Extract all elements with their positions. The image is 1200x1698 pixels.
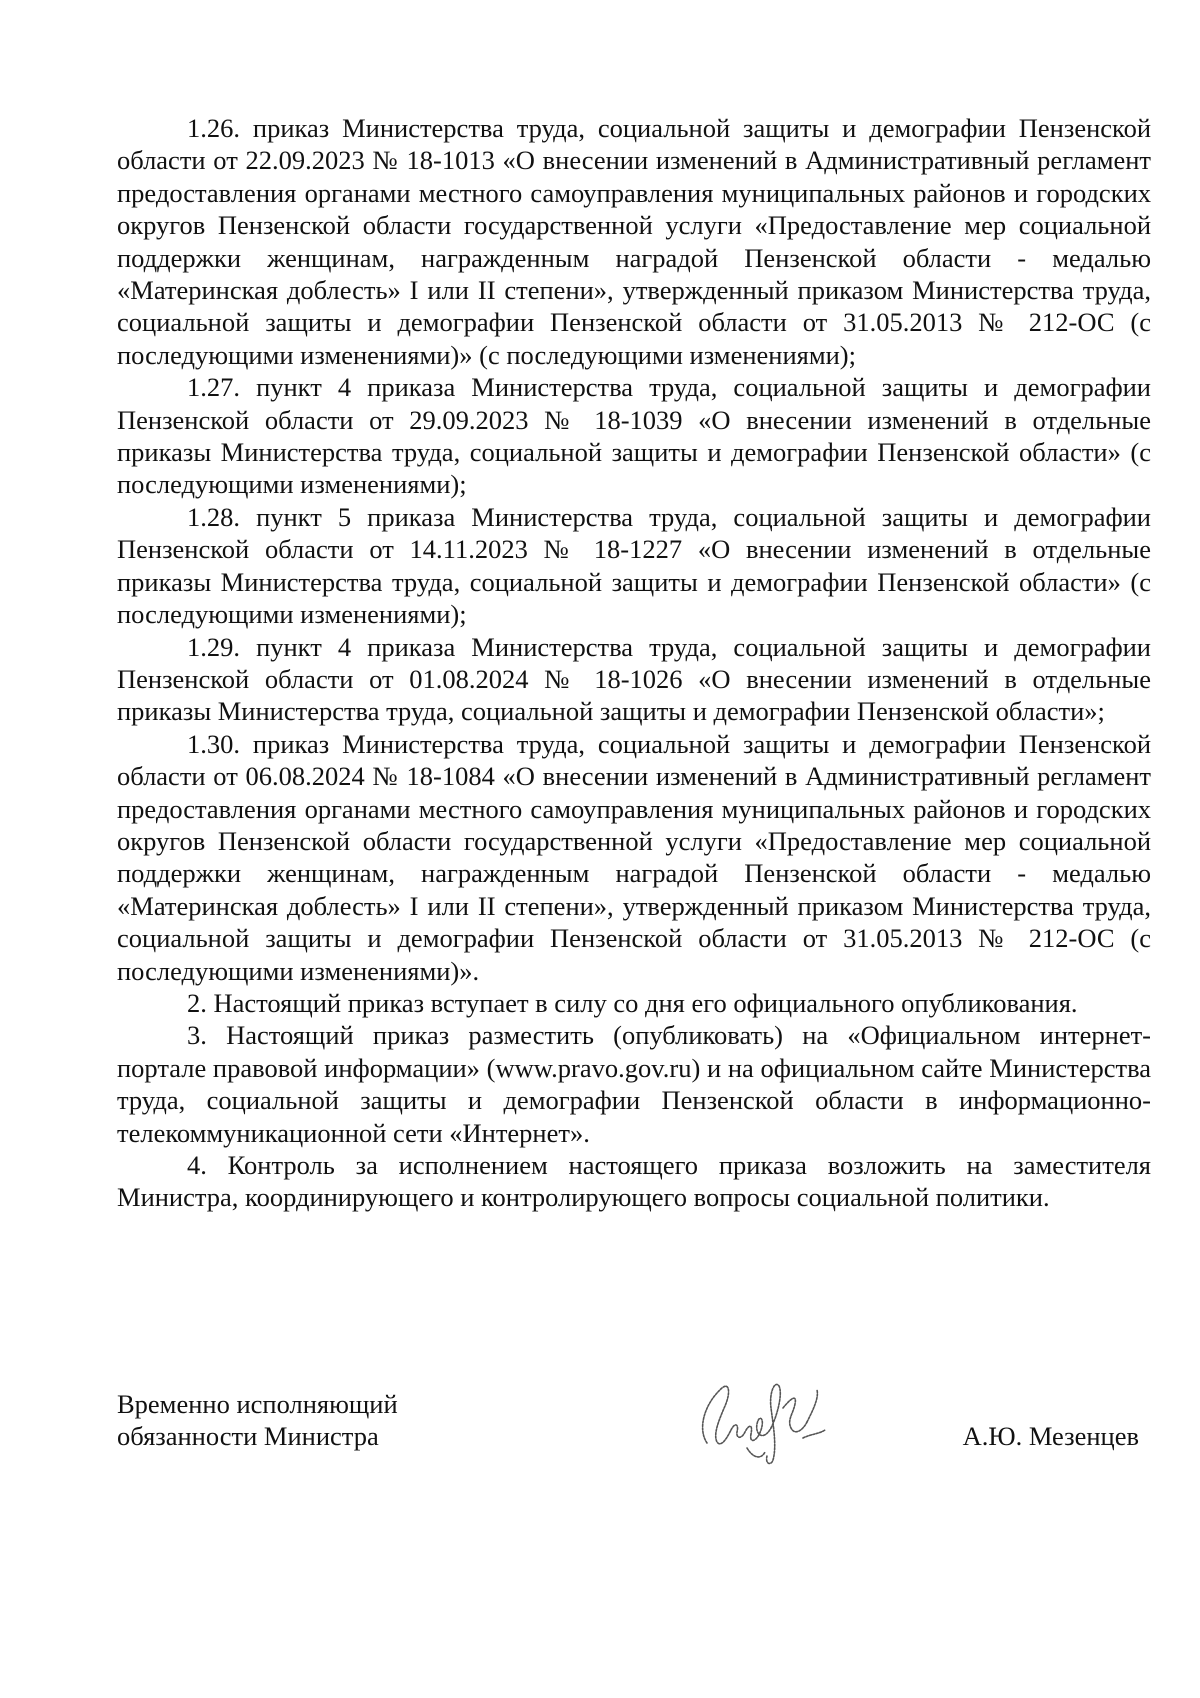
signatory-name: А.Ю. Мезенцев bbox=[962, 1421, 1139, 1451]
paragraph-1-26: 1.26. приказ Министерства труда, социальной защиты и демографии Пензенской области от 22.09.2023 № 18-1013 «О внесении изменений в Административный регламент предоставления органами местного самоуправления муниципальных районов и городских округов Пензенской области государственной услуги «Предоставление мер социальной поддержки женщинам, награжденным наградой Пензенской области - медалью «Материнская доблесть» I или II степени», утвержденный приказом Министерства труда, социальной защиты и демографии Пензенской области от 31.05.2013 № 212-ОС (с последующими изменениями)» (с последующими изменениями); bbox=[117, 113, 1151, 370]
document-body bbox=[117, 112, 1151, 1214]
paragraph-1-29: 1.29. пункт 4 приказа Министерства труда, социальной защиты и демографии Пензенской области от 01.08.2024 № 18-1026 «О внесении изменений в отдельные приказы Министерства труда, социальной защиты и демографии Пензенской области»; bbox=[117, 631, 1151, 727]
paragraph-1-28: 1.28. пункт 5 приказа Министерства труда, социальной защиты и демографии Пензенской области от 14.11.2023 № 18-1227 «О внесении изменений в отдельные приказы Министерства труда, социальной защиты и демографии Пензенской области» (с последующими изменениями); bbox=[117, 501, 1151, 630]
handwritten-signature-icon bbox=[687, 1368, 837, 1468]
paragraph-1-30: 1.30. приказ Министерства труда, социальной защиты и демографии Пензенской области от 06.08.2024 № 18-1084 «О внесении изменений в Административный регламент предоставления органами местного самоуправления муниципальных районов и городских округов Пензенской области государственной услуги «Предоставление мер социальной поддержки женщинам, награжденным наградой Пензенской области - медалью «Материнская доблесть» I или II степени», утвержденный приказом Министерства труда, социальной защиты и демографии Пензенской области от 31.05.2013 № 212-ОС (с последующими изменениями)». bbox=[117, 728, 1151, 986]
signatory-position bbox=[117, 1388, 398, 1453]
paragraph-3: 3. Настоящий приказ разместить (опубликовать) на «Официальном интернет-портале правовой информации» (www.pravo.gov.ru) и на официальном сайте Министерства труда, социальной защиты и демографии Пензенской области в информационно-телекоммуникационной сети «Интернет». bbox=[117, 1020, 1151, 1148]
signature-block bbox=[117, 1388, 1151, 1498]
paragraph-4: 4. Контроль за исполнением настоящего приказа возложить на заместителя Министра, координирующего и контролирующего вопросы социальной политики. bbox=[117, 1150, 1151, 1213]
signatory-position-line-2: обязанности Министра bbox=[117, 1421, 379, 1452]
paragraph-1-27: 1.27. пункт 4 приказа Министерства труда, социальной защиты и демографии Пензенской области от 29.09.2023 № 18-1039 «О внесении изменений в отдельные приказы Министерства труда, социальной защиты и демографии Пензенской области» (с последующими изменениями); bbox=[117, 372, 1151, 500]
signatory-position-line-1: Временно исполняющий bbox=[117, 1389, 398, 1419]
paragraph-2: 2. Настоящий приказ вступает в силу со дня его официального опубликования. bbox=[187, 987, 1078, 1018]
